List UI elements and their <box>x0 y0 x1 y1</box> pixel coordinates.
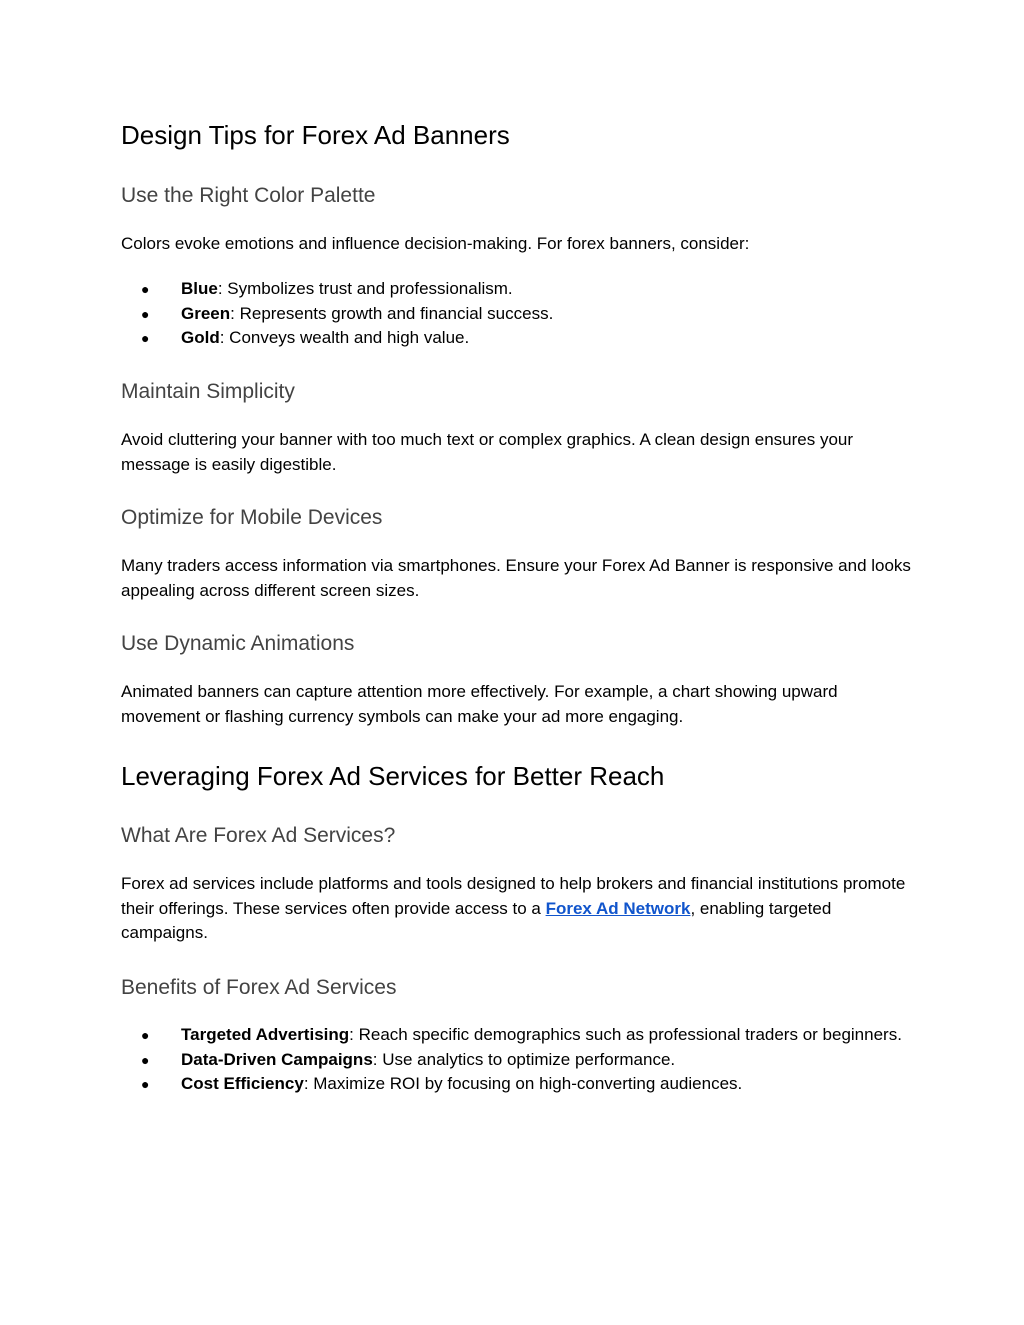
list-item-desc: : Use analytics to optimize performance. <box>372 1049 676 1069</box>
bullet-icon: ● <box>141 1051 150 1068</box>
list-item-desc: : Reach specific demographics such as professional traders or beginners. <box>349 1025 902 1044</box>
heading-optimize-mobile: Optimize for Mobile Devices <box>121 506 383 529</box>
list-item <box>121 326 911 351</box>
list-item <box>121 277 911 302</box>
list-item-term: Gold <box>181 328 220 347</box>
list-item-desc: : Maximize ROI by focusing on high-converting audiences. <box>303 1074 743 1093</box>
list-item <box>121 1072 911 1097</box>
list-item-term: Targeted Advertising <box>181 1025 350 1044</box>
heading-maintain-simplicity: Maintain Simplicity <box>121 380 295 403</box>
bullet-icon: ● <box>141 330 150 346</box>
list-item <box>121 302 911 327</box>
bullet-icon: ● <box>141 305 150 322</box>
list-item-desc: : Symbolizes trust and professionalism. <box>217 279 513 298</box>
section-title-design-tips: Design Tips for Forex Ad Banners <box>121 120 510 150</box>
animations-text: Animated banners can capture attention more effectively. For example, a chart showing upward movement or flashing currency symbols can make your ad more engaging. <box>121 682 838 726</box>
list-item <box>121 1048 911 1073</box>
bullet-icon: ● <box>141 1076 150 1092</box>
what-are-services-text <box>121 872 911 946</box>
section-title-leveraging-services: Leveraging Forex Ad Services for Better Reach <box>121 761 665 791</box>
list-item-desc: : Conveys wealth and high value. <box>219 328 470 347</box>
forex-ad-network-link[interactable]: Forex Ad Network <box>545 898 691 918</box>
bullet-icon: ● <box>141 281 150 297</box>
color-palette-intro: Colors evoke emotions and influence decision-making. For forex banners, consider: <box>121 234 750 253</box>
bullet-icon: ● <box>141 1027 150 1043</box>
text-before-link: Forex ad services include platforms and tools designed to help brokers and financial institutions promote their offerings. These services often provide access to a <box>121 874 906 918</box>
heading-benefits: Benefits of Forex Ad Services <box>121 976 397 999</box>
heading-what-are-services: What Are Forex Ad Services? <box>121 824 396 847</box>
list-item-term: Blue <box>181 279 218 298</box>
simplicity-text: Avoid cluttering your banner with too much text or complex graphics. A clean design ensures your message is easily digestible. <box>121 430 854 474</box>
heading-dynamic-animations: Use Dynamic Animations <box>121 632 355 655</box>
list-item-term: Data-Driven Campaigns <box>181 1049 373 1069</box>
list-item-term: Cost Efficiency <box>181 1074 304 1093</box>
text-after-link: , enabling targeted campaigns. <box>121 898 832 942</box>
list-item <box>121 1023 911 1048</box>
mobile-text: Many traders access information via smartphones. Ensure your Forex Ad Banner is responsive and looks appealing across different screen sizes. <box>121 556 911 600</box>
list-item-desc: : Represents growth and financial success. <box>230 303 554 323</box>
benefits-list <box>121 1023 911 1097</box>
heading-color-palette: Use the Right Color Palette <box>121 184 376 207</box>
color-list <box>121 277 911 351</box>
list-item-term: Green <box>181 303 231 323</box>
